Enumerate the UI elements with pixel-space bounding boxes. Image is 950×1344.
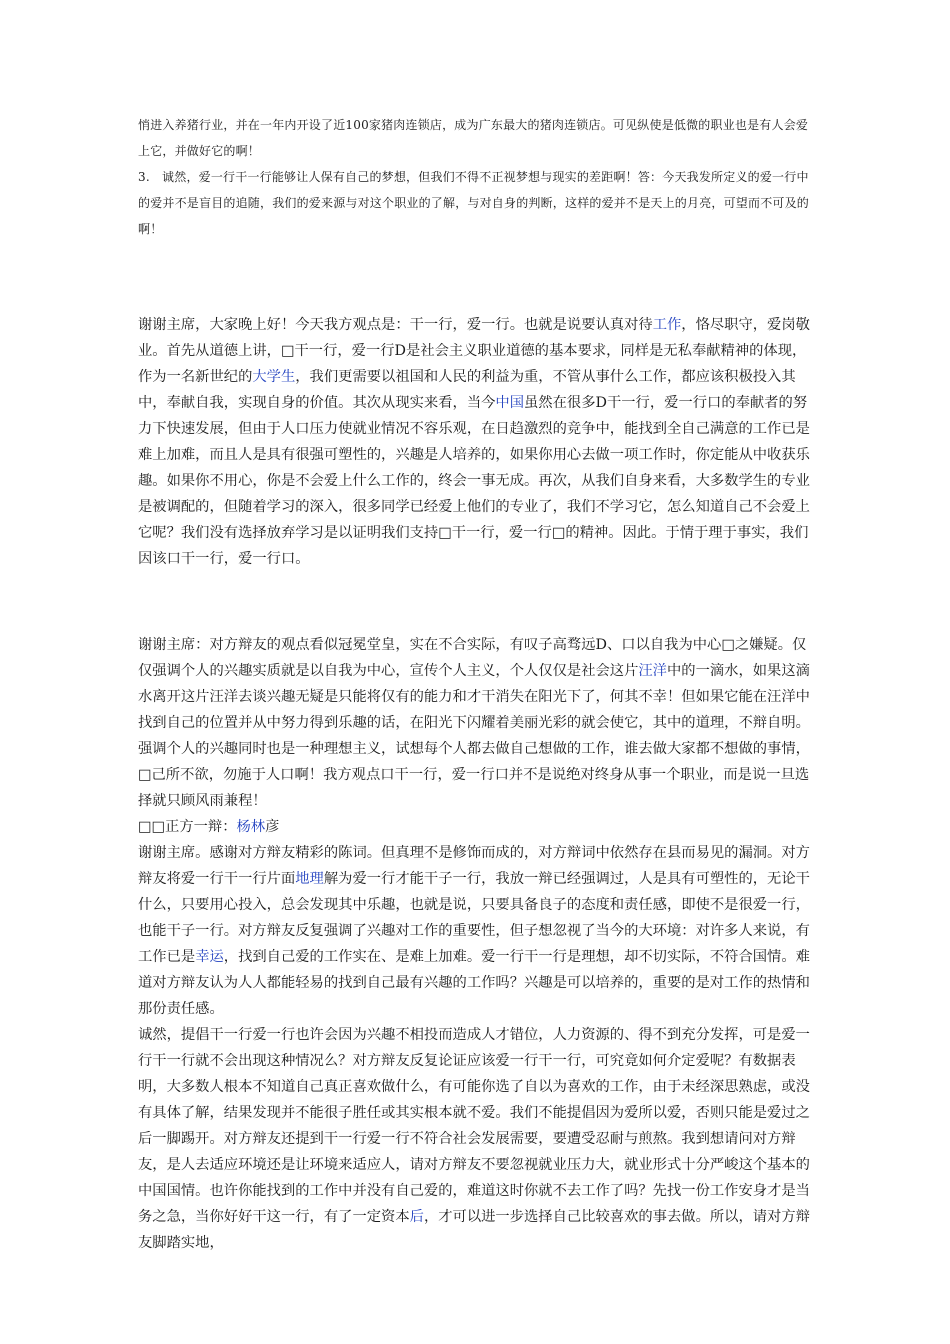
link-china[interactable]: 中国	[495, 395, 525, 411]
paragraph-point-3: 3. 诚然，爱一行干一行能够让人保有自己的梦想，但我们不得不正视梦想与现实的差距啊！答：今天我发所定义的爱一行中的爱并不是盲目的追随，我们的爱来源与对这个职业的了解，与对自身的判断，这样的爱并不是天上的月亮，可望而不可及的啊！	[138, 170, 810, 236]
text-segment: 诚然，提倡干一行爱一行也许会因为兴趣不相投而造成人才错位，人力资源的、得不到充分发挥，可是爱一行干一行就不会出现这种情况么？对方辩友反复论证应该爱一行干一行，可究竟如何介定爱呢？有数据表明，大多数人根本不知道自己真正喜欢做什么，有可能你选了自以为喜欢的工作，由于未经深思熟虑，或没有具体了解，结果发现并不能很子胜任或其实根本就不爱。我们不能提倡因为爱所以爱，否则只能是爱过之后一脚踢开。对方辩友还提到干一行爱一行不符合社会发展需要，要遭受忍耐与煎熬。我到想请问对方辩友，是人去适应环境还是让环境来适应人，请对方辩友不要忽视就业压力大，就业形式十分严峻这个基本的中国国情。也许你能找到的工作中并没有自己爱的，难道这时你就不去工作了吗？先找一份工作安身才是当务之急，当你好好干这一行，有了一定资本	[138, 1027, 810, 1225]
paragraph-reply	[138, 840, 814, 1022]
speaker-suffix: 彦	[265, 819, 280, 835]
text-segment: 解为爱一行才能干子一行，我放一辩已经强调过，人是具有可塑性的，无论干什么，只要用心投入，总会发现其中乐趣，也就是说，只要具备良子的态度和责任感，即使不是很爱一行，也能干子一行。对方辩友反复强调了兴趣对工作的重要性，但子想忽视了当今的大环境：对许多人来说，有工作已是	[138, 871, 810, 965]
speech-first-debater	[138, 312, 814, 572]
text-segment: ，恪尽职守，爱岗敬业。首先从道德上讲，□干一行，爱一行D是社会主义职业道德的基本要求，同样是无私奉献精神的体现，作为一名新世纪的	[138, 317, 810, 385]
link-ocean[interactable]: 汪洋	[638, 663, 667, 679]
text-segment: 谢谢主席，大家晚上好！今天我方观点是：干一行，爱一行。也就是说要认真对待	[138, 317, 653, 333]
text-segment: ，才可以进一步选择自己比较喜欢的事去做。所以，请对方辩友脚踏实地，	[138, 1209, 810, 1251]
paragraph-pig-industry: 悄进入养猪行业，并在一年内开设了近100家猪肉连锁店，成为广东最大的猪肉连锁店。可见纵使是低微的职业也是有人会爱上它，并做好它的啊！	[138, 118, 809, 158]
text-segment: ，我们更需要以祖国和人民的利益为重，不管从事什么工作，都应该积极投入其中，奉献自我，实现自身的价值。其次从现实来看，当今	[138, 369, 796, 411]
link-geography[interactable]: 地理	[295, 871, 324, 887]
link-after[interactable]: 后	[409, 1209, 424, 1225]
link-work[interactable]: 工作	[652, 317, 682, 333]
speaker-line	[138, 814, 814, 840]
link-speaker-name[interactable]: 杨林	[236, 819, 266, 835]
text-segment: 谢谢主席。感谢对方辩友精彩的陈词。但真理不是修饰而成的，对方辩词中依然存在县而易见的漏洞。对方辩友将爱一行干一行片面	[138, 845, 810, 887]
speech-rebuttal	[138, 632, 814, 1256]
paragraph-rebuttal-intro	[138, 632, 814, 814]
text-segment: ，找到自己爱的工作实在、是难上加难。爱一行干一行是理想，却不切实际，不符合国情。难道对方辩友认为人人都能轻易的找到自己最有兴趣的工作吗？兴趣是可以培养的，重要的是对工作的热情和那份责任感。	[138, 949, 810, 1017]
paragraph-indeed	[138, 1022, 814, 1256]
speaker-prefix: □□正方一辩：	[138, 819, 237, 835]
paragraph-opening-statement	[138, 312, 814, 572]
link-college-student[interactable]: 大学生	[252, 369, 296, 385]
text-segment: 中的一滴水，如果这滴水离开这片汪洋去谈兴趣无疑是只能将仅有的能力和才干消失在阳光下了，何其不幸！但如果它能在汪洋中找到自己的位置并从中努力得到乐趣的话，在阳光下闪耀着美丽光彩的就会使它，其中的道理，不辩自明。强调个人的兴趣同时也是一种理想主义，试想每个人都去做自己想做的工作，谁去做大家都不想做的事情，□己所不欲，勿施于人口啊！我方观点口干一行，爱一行口并不是说绝对终身从事一个职业，而是说一旦选择就只顾风雨兼程！	[138, 663, 810, 809]
text-segment: 虽然在很多D干一行，爱一行口的奉献者的努力下快速发展，但由于人口压力使就业情况不容乐观，在日趋激烈的竞争中，能找到全自己满意的工作已是难上加难，而且人是具有很强可塑性的，兴趣是人培养的，如果你用心去做一项工作时，你定能从中收获乐趣。如果你不用心，你是不会爱上什么工作的，终会一事无成。再次，从我们自身来看，大多数学生的专业是被调配的，但随着学习的深入，很多同学已经爱上他们的专业了，我们不学习它，怎么知道自己不会爱上它呢？我们没有选择放弃学习是以证明我们支持□干一行，爱一行□的精神。因此。于情于理于事实，我们因该口干一行，爱一行口。	[138, 395, 810, 567]
top-section	[138, 112, 818, 242]
text-segment: 谢谢主席：对方辩友的观点看似冠冕堂皇，实在不合实际，有叹子高骛远D、口以自我为中心□之嫌疑。仅仅强调个人的兴趣实质就是以自我为中心，宣传个人主义，个人仅仅是社会这片	[138, 637, 807, 679]
link-luck[interactable]: 幸运	[195, 949, 224, 965]
